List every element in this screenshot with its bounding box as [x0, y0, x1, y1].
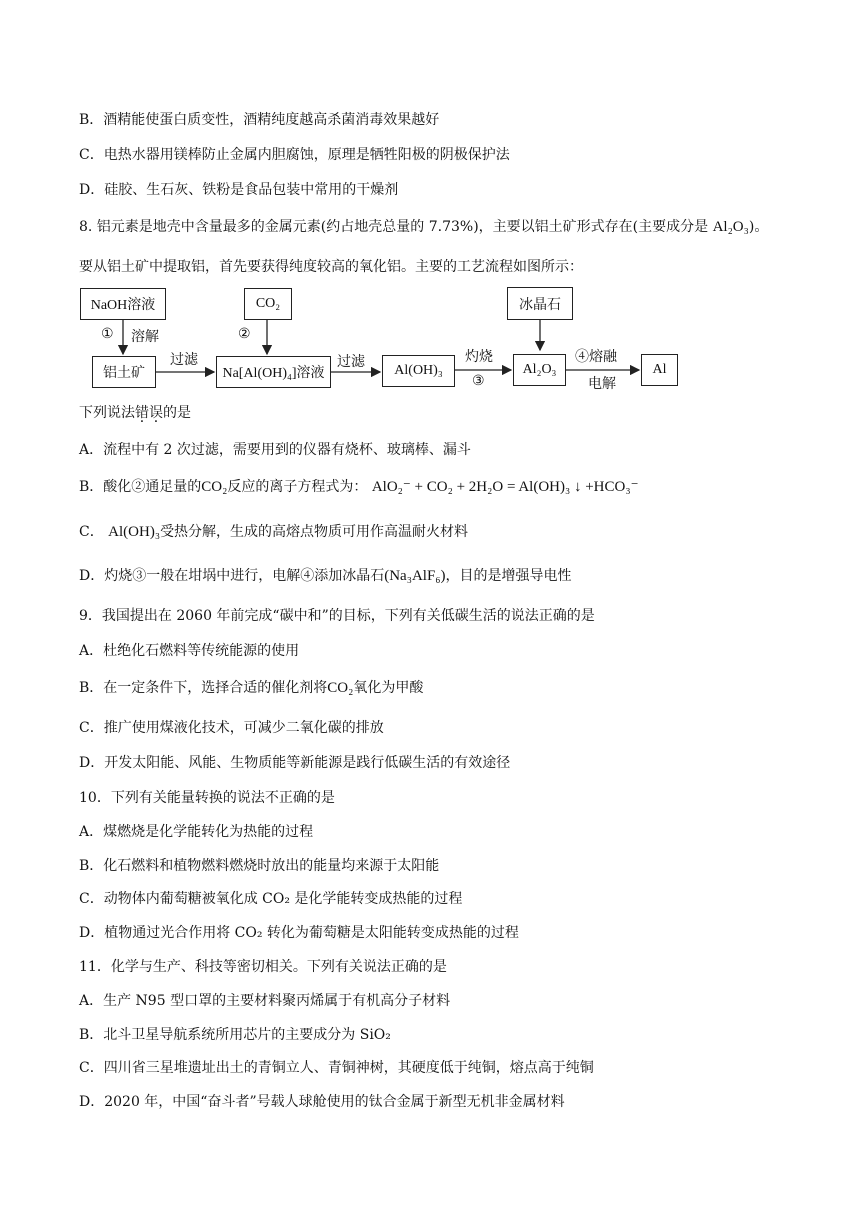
emphasis-char-2: 误: [149, 405, 163, 421]
bauxite-box: 铝土矿: [92, 356, 156, 388]
electrolysis-label: 电解: [588, 376, 616, 392]
step-1-label: 溶解: [131, 329, 159, 345]
alumina-box: Al₂O₃: [513, 354, 566, 386]
option-10a: A．煤燃烧是化学能转化为热能的过程: [79, 824, 314, 840]
question-10-stem: 10．下列有关能量转换的说法不正确的是: [79, 790, 335, 806]
option-8d-text: D．灼烧③一般在坩埚中进行，电解④添加冰晶石: [79, 568, 385, 584]
option-9b-end: 氧化为甲酸: [353, 680, 424, 696]
option-10d: D．植物通过光合作用将 CO₂ 转化为葡萄糖是太阳能转变成热能的过程: [79, 925, 519, 941]
option-8c-text: 受热分解，生成的高熔点物质可用作高温耐火材料: [160, 524, 469, 540]
option-8d-end: ，目的是增强导电性: [445, 568, 572, 584]
al2o3-formula: Al₂O₃: [712, 219, 749, 235]
filter-1-label: 过滤: [170, 352, 198, 368]
step-3-number: ③: [472, 373, 485, 389]
option-11d: D．2020 年，中国“奋斗者”号载人球舱使用的钛合金属于新型无机非金属材料: [79, 1094, 565, 1110]
burn-label: 灼烧: [465, 349, 493, 365]
option-10c: C．动物体内葡萄糖被氧化成 CO₂ 是化学能转变成热能的过程: [79, 891, 463, 907]
co2-formula-9b: CO₂: [327, 680, 354, 696]
melt-label: ④熔融: [575, 349, 617, 365]
option-8a: A．流程中有 2 次过滤，需要用到的仪器有烧杯、玻璃棒、漏斗: [79, 442, 471, 458]
option-7d: D．硅胶、生石灰、铁粉是食品包装中常用的干燥剂: [79, 182, 399, 198]
option-8b-text: B．酸化②通足量的: [79, 479, 202, 495]
aluminium-box: Al: [641, 354, 678, 386]
option-9b: [79, 678, 423, 698]
aluminium-hydroxide-box: Al(OH)₃: [382, 355, 455, 387]
prompt-end: 的是: [163, 405, 191, 421]
option-8b-mid: 反应的离子方程式为：: [227, 479, 368, 495]
aloh3-formula: Al(OH)₃: [108, 524, 161, 540]
flow-arrows: [0, 0, 860, 400]
option-11c: C．四川省三星堆遗址出土的青铜立人、青铜神树，其硬度低于纯铜，熔点高于纯铜: [79, 1060, 594, 1076]
cryolite-box: 冰晶石: [507, 287, 573, 320]
cryolite-formula: (Na₃AlF₆): [384, 568, 446, 584]
sodium-aluminate-box: Na[Al(OH)₄]溶液: [216, 356, 331, 388]
option-10b: B．化石燃料和植物燃料燃烧时放出的能量均来源于太阳能: [79, 858, 440, 874]
co2-box: CO₂: [244, 288, 292, 320]
question-8-prompt: [79, 403, 191, 423]
co2-formula: CO₂: [201, 479, 228, 495]
question-9-stem: 9．我国提出在 2060 年前完成“碳中和”的目标，下列有关低碳生活的说法正确的是: [79, 608, 595, 624]
option-7c: C．电热水器用镁棒防止金属内胆腐蚀，原理是牺牲阳极的阴极保护法: [79, 147, 510, 163]
question-8-stem-text: 8. 铝元素是地壳中含量最多的金属元素(约占地壳总量的 7.73%)，主要以铝土矿形式存在(主要成分是: [79, 219, 713, 235]
question-8-stem-end: )。: [748, 219, 769, 235]
option-8b: [79, 477, 638, 497]
option-9c: C．推广使用煤液化技术，可减少二氧化碳的排放: [79, 720, 384, 736]
filter-2-label: 过滤: [337, 354, 365, 370]
emphasis-char-1: 错: [135, 405, 149, 421]
option-9a: A．杜绝化石燃料等传统能源的使用: [79, 643, 300, 659]
option-9d: D．开发太阳能、风能、生物质能等新能源是践行低碳生活的有效途径: [79, 755, 511, 771]
step-1-number: ①: [101, 326, 114, 342]
ionic-equation: AlO₂⁻ + CO₂ + 2H₂O = Al(OH)₃ ↓ +HCO₃⁻: [371, 479, 639, 495]
naoh-solution-box: NaOH溶液: [80, 288, 166, 320]
option-8c: [79, 522, 468, 542]
option-11b: B．北斗卫星导航系统所用芯片的主要成分为 SiO₂: [79, 1027, 391, 1043]
option-8d: [79, 566, 572, 586]
option-7b: B．酒精能使蛋白质变性，酒精纯度越高杀菌消毒效果越好: [79, 112, 440, 128]
option-8c-prefix: C．: [79, 524, 104, 540]
step-2-number: ②: [238, 326, 251, 342]
prompt-text: 下列说法: [79, 405, 135, 421]
question-8-stem-2: 要从铝土矿中提取铝，首先要获得纯度较高的氧化铝。主要的工艺流程如图所示：: [79, 259, 583, 275]
option-11a: A．生产 N95 型口罩的主要材料聚丙烯属于有机高分子材料: [79, 993, 451, 1009]
question-11-stem: 11．化学与生产、科技等密切相关。下列有关说法正确的是: [79, 959, 447, 975]
option-9b-text: B．在一定条件下，选择合适的催化剂将: [79, 680, 328, 696]
